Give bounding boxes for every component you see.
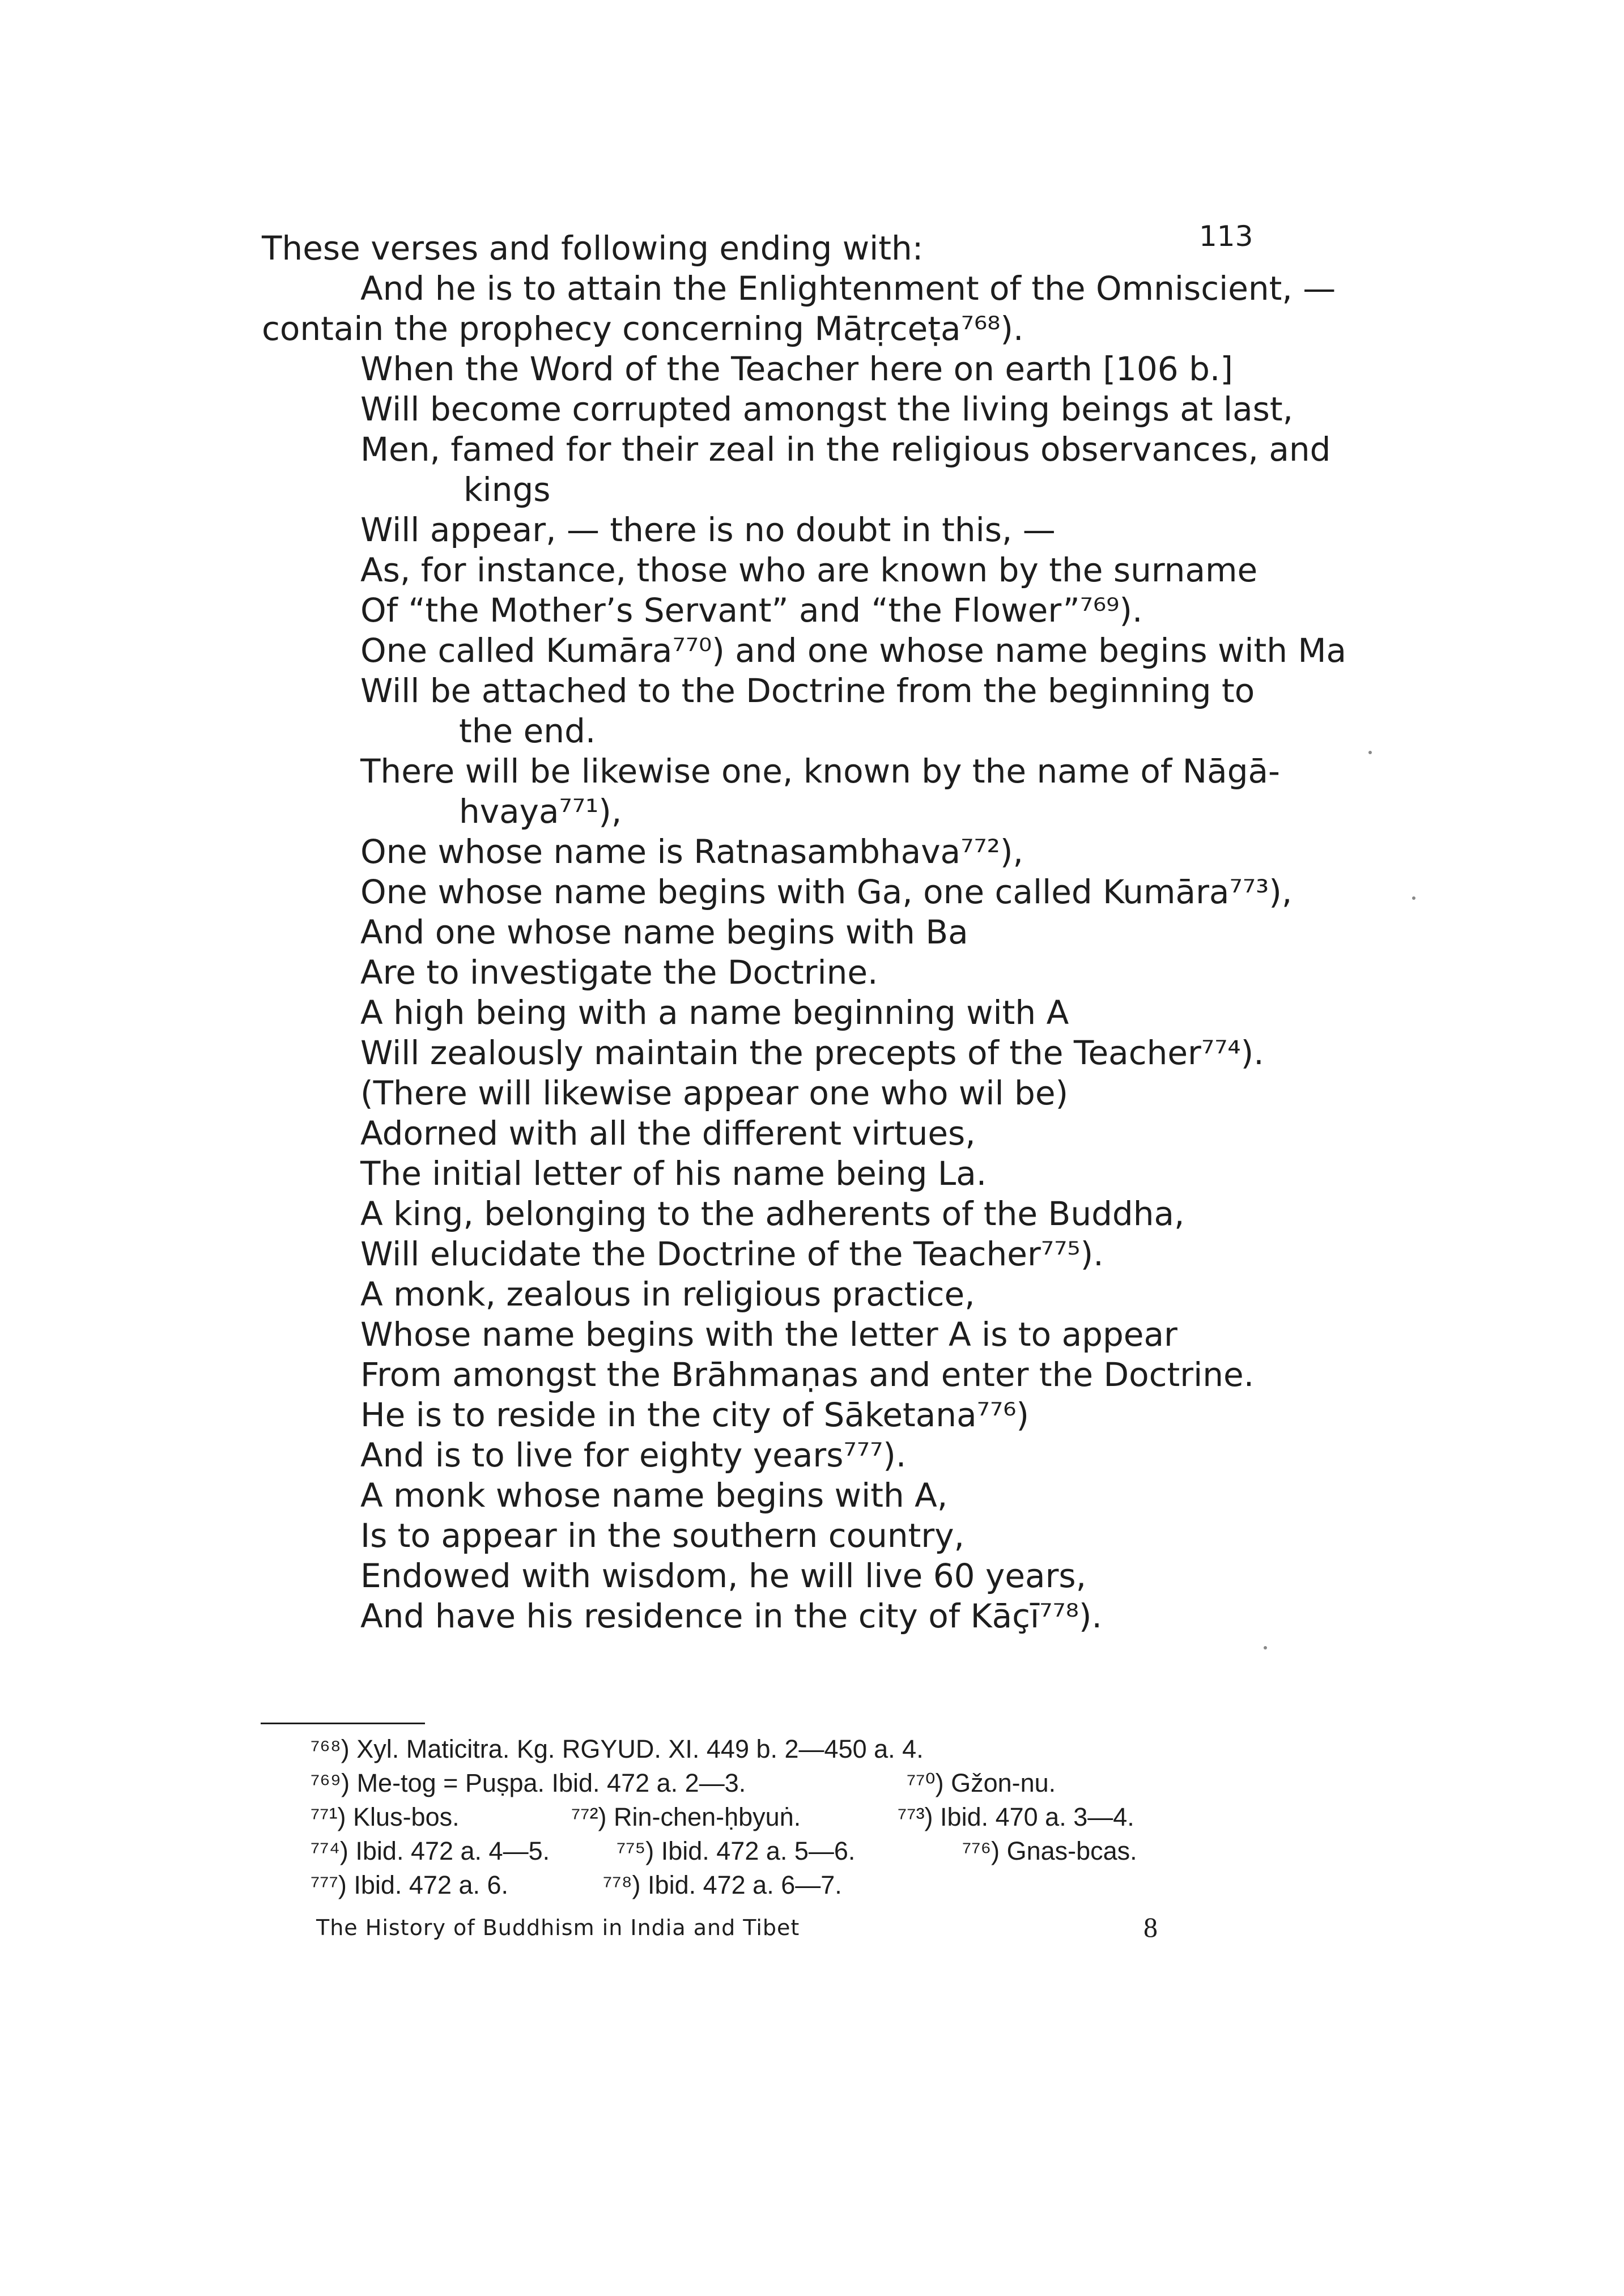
footnote: ⁷⁷¹) Klus-bos. bbox=[311, 1802, 460, 1831]
text-line: These verses and following ending with: bbox=[262, 229, 924, 267]
footnote: ⁷⁷⁷) Ibid. 472 a. 6. bbox=[311, 1870, 509, 1899]
text-line: A monk whose name begins with A, bbox=[360, 1476, 948, 1515]
text-line: The initial letter of his name being La. bbox=[360, 1154, 987, 1193]
text-line: There will be likewise one, known by the name of Nāgā- bbox=[360, 752, 1280, 790]
text-line: Will become corrupted amongst the living beings at last, bbox=[360, 390, 1294, 428]
text-line: (There will likewise appear one who wil be) bbox=[360, 1074, 1069, 1112]
paper-speck bbox=[1264, 1646, 1267, 1649]
text-line: Whose name begins with the letter A is to appear bbox=[360, 1315, 1177, 1354]
footnote: ⁷⁷⁰) Gžon-nu. bbox=[907, 1768, 1056, 1797]
text-line: the end. bbox=[459, 712, 596, 750]
text-line: One whose name begins with Ga, one called Kumāra⁷⁷³), bbox=[360, 873, 1293, 911]
footnote: ⁷⁷⁸) Ibid. 472 a. 6—7. bbox=[603, 1870, 842, 1899]
sheet-signature-number: 8 bbox=[1143, 1911, 1158, 1943]
text-line: A king, belonging to the adherents of the Buddha, bbox=[360, 1194, 1185, 1233]
footnote: ⁷⁷⁶) Gnas-bcas. bbox=[962, 1836, 1137, 1865]
footnote: ⁷⁶⁹) Me-tog = Puṣpa. Ibid. 472 a. 2—3. bbox=[311, 1768, 746, 1797]
footnote: ⁷⁷³) Ibid. 470 a. 3—4. bbox=[898, 1802, 1134, 1831]
footnote: ⁷⁷⁵) Ibid. 472 a. 5—6. bbox=[617, 1836, 856, 1865]
paper-speck bbox=[1368, 751, 1372, 754]
text-line: He is to reside in the city of Sāketana⁷⁷⁶) bbox=[360, 1396, 1029, 1434]
text-line: contain the prophecy concerning Mātṛceṭa⁷⁶⁸). bbox=[262, 309, 1024, 348]
text-line: Will appear, — there is no doubt in this, — bbox=[360, 511, 1056, 549]
text-line: Are to investigate the Doctrine. bbox=[360, 953, 878, 992]
text-line: Will elucidate the Doctrine of the Teacher⁷⁷⁵). bbox=[360, 1235, 1104, 1273]
running-footer-title: The History of Buddhism in India and Tibet bbox=[316, 1915, 800, 1940]
text-line: And is to live for eighty years⁷⁷⁷). bbox=[360, 1436, 907, 1474]
text-line: As, for instance, those who are known by the surname bbox=[360, 551, 1258, 589]
text-line: From amongst the Brāhmaṇas and enter the Doctrine. bbox=[360, 1355, 1255, 1394]
text-line: A monk, zealous in religious practice, bbox=[360, 1275, 975, 1313]
footnote: ⁷⁷⁴) Ibid. 472 a. 4—5. bbox=[311, 1836, 550, 1865]
text-line: Adorned with all the different virtues, bbox=[360, 1114, 976, 1153]
text-line: And he is to attain the Enlightenment of the Omniscient, — bbox=[360, 269, 1336, 308]
page-number: 113 bbox=[1199, 220, 1253, 253]
text-line: Of “the Mother’s Servant” and “the Flower”⁷⁶⁹). bbox=[360, 591, 1143, 630]
text-line: One called Kumāra⁷⁷⁰) and one whose name begins with Ma bbox=[360, 631, 1347, 670]
text-line: Will zealously maintain the precepts of the Teacher⁷⁷⁴). bbox=[360, 1034, 1264, 1072]
footnote: ⁷⁷²) Rin-chen-ḥbyuṅ. bbox=[571, 1802, 801, 1831]
text-line: Will be attached to the Doctrine from the beginning to bbox=[360, 671, 1255, 710]
text-line: Men, famed for their zeal in the religious observances, and bbox=[360, 430, 1331, 469]
text-line: A high being with a name beginning with A bbox=[360, 993, 1069, 1032]
text-line: One whose name is Ratnasambhava⁷⁷²), bbox=[360, 832, 1023, 871]
text-line: kings bbox=[464, 470, 551, 509]
text-line: Is to appear in the southern country, bbox=[360, 1516, 964, 1555]
text-line: And have his residence in the city of Kāçī⁷⁷⁸). bbox=[360, 1597, 1102, 1635]
text-line: When the Word of the Teacher here on earth [106 b.] bbox=[360, 350, 1233, 388]
text-line: Endowed with wisdom, he will live 60 years, bbox=[360, 1557, 1087, 1595]
text-line: And one whose name begins with Ba bbox=[360, 913, 968, 951]
text-line: hvaya⁷⁷¹), bbox=[459, 792, 622, 831]
footnote-rule bbox=[261, 1723, 425, 1724]
footnote: ⁷⁶⁸) Xyl. Maticitra. Kg. RGYUD. XI. 449 b. 2—450 a. 4. bbox=[311, 1734, 924, 1763]
paper-speck bbox=[1412, 896, 1415, 900]
